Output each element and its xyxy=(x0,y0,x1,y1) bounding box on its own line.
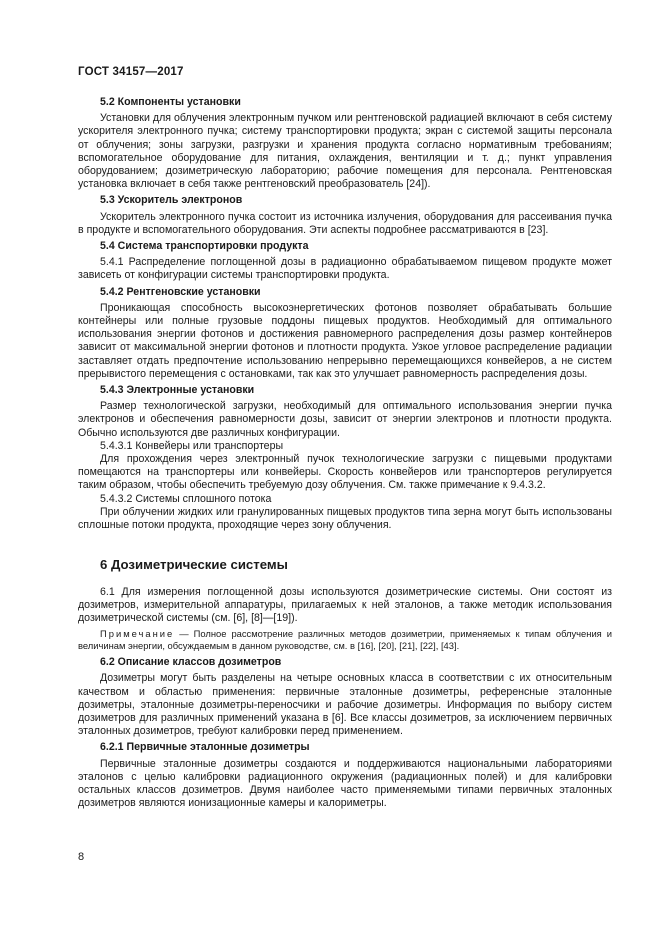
section-6-2-1-paragraph: Первичные эталонные дозиметры создаются и поддерживаются национальными лабораториями эталонов с целью калибровки радиационного окружения (радиационных полей) и для калибровки остальных классов дозиметров. Двумя наиболее часто применяемыми типами первичных эталонных дозиметров являются ионизационные камеры и калориметры. xyxy=(78,757,612,810)
note-text: — Полное рассмотрение различных методов дозиметрии, применяемых к типам облучения и величинам энергии, обсуждаемым в данном руководстве, см. в [16], [20], [21], [22], [43]. xyxy=(78,628,612,652)
section-5-4-2-heading: 5.4.2 Рентгеновские установки xyxy=(100,285,261,298)
section-5-4-2-paragraph: Проникающая способность высокоэнергетических фотонов позволяет обрабатывать большие контейнеры или полные грузовые поддоны пищевых продуктов. Необходимый для оптимального использования энергии фотонов и достижения равномерного распределения дозы размер контейнеров зависит от максимальной энергии фотонов и плотности продукта. Узкое угловое распределение радиации заставляет отдать предпочтение использованию непрерывно перемещающихся конвейеров, а не систем прерывистого перемещения с остановками, так как это улучшает равномерность распределения дозы. xyxy=(78,301,612,380)
document-header: ГОСТ 34157—2017 xyxy=(78,66,184,78)
section-5-4-3-2-heading: 5.4.3.2 Системы сплошного потока xyxy=(100,492,272,505)
document-body xyxy=(78,96,612,813)
section-5-4-3-1-heading: 5.4.3.1 Конвейеры или транспортеры xyxy=(100,439,284,452)
section-5-2-paragraph: Установки для облучения электронным пучком или рентгеновской радиацией включают в себя систему ускорителя электронного пучка; систему транспортировки продукта; экран с системой защиты персонала от облучения; зоны загрузки, разгрузки и хранения продукта согласно нормативным требованиям; вспомогательное оборудование для питания, охлаждения, вентиляции и т. д.; пункт управления оборудованием; дозиметрическую лабораторию; рабочие помещения для персонала. Рентгеновская установка включает в себя также рентгеновский преобразователь [24]). xyxy=(78,112,612,191)
section-5-2-heading: 5.2 Компоненты установки xyxy=(100,96,241,108)
section-5-4-1-paragraph: 5.4.1 Распределение поглощенной дозы в радиационно обрабатываемом пищевом продукте может зависеть от конфигурации системы транспортировки продукта. xyxy=(78,256,612,282)
section-6-2-heading: 6.2 Описание классов дозиметров xyxy=(100,656,282,669)
section-6-2-paragraph: Дозиметры могут быть разделены на четыре основных класса в соответствии с их относительным качеством и областью применения: первичные эталонные дозиметры, референсные эталонные дозиметры, эталонные дозиметры-переносчики и рабочие дозиметры. Информация по выбору систем дозиметров для различных применений указана в [6]. Все классы дозиметров, за исключением первичных эталонных дозиметров, требуют калибровки перед применением. xyxy=(78,672,612,738)
section-5-4-3-paragraph: Размер технологической загрузки, необходимый для оптимального использования энергии пучка электронов и обеспечения равномерности дозы, зависит от энергии электронов и плотности продукта. Обычно используются две различных конфигурации. xyxy=(78,400,612,439)
section-6-1-paragraph: 6.1 Для измерения поглощенной дозы используются дозиметрические системы. Они состоят из дозиметров, измерительной аппаратуры, прилагаемых к ней эталонов, а также методик использования дозиметрической системы (см. [6], [8]—[19]). xyxy=(78,585,612,624)
section-5-4-3-heading: 5.4.3 Электронные установки xyxy=(100,384,255,397)
section-5-4-3-2-paragraph: При облучении жидких или гранулированных пищевых продуктов типа зерна могут быть использованы сплошные потоки продукта, проходящие через зону облучения. xyxy=(78,505,612,532)
section-5-3-heading: 5.3 Ускоритель электронов xyxy=(100,194,243,207)
section-6-heading: 6 Дозиметрические системы xyxy=(100,557,288,573)
section-5-4-3-1-paragraph: Для прохождения через электронный пучок технологические загрузки с пищевыми продуктами помещаются на транспортеры или конвейеры. Скорость конвейеров или транспортеров регулируется таким образом, чтобы обеспечить требуемую дозу облучения. См. также примечание к 9.4.3.2. xyxy=(78,453,612,492)
section-6-1-note xyxy=(78,628,612,652)
page-number: 8 xyxy=(78,851,85,863)
section-5-3-paragraph: Ускоритель электронного пучка состоит из источника излучения, оборудования для рассеивания пучка в продукте и вспомогательного оборудования. Эти аспекты подробнее рассматриваются в [23]. xyxy=(78,210,612,236)
section-5-4-heading: 5.4 Система транспортировки продукта xyxy=(100,240,309,253)
note-label: Примечание xyxy=(100,628,175,640)
section-6-2-1-heading: 6.2.1 Первичные эталонные дозиметры xyxy=(100,741,310,754)
